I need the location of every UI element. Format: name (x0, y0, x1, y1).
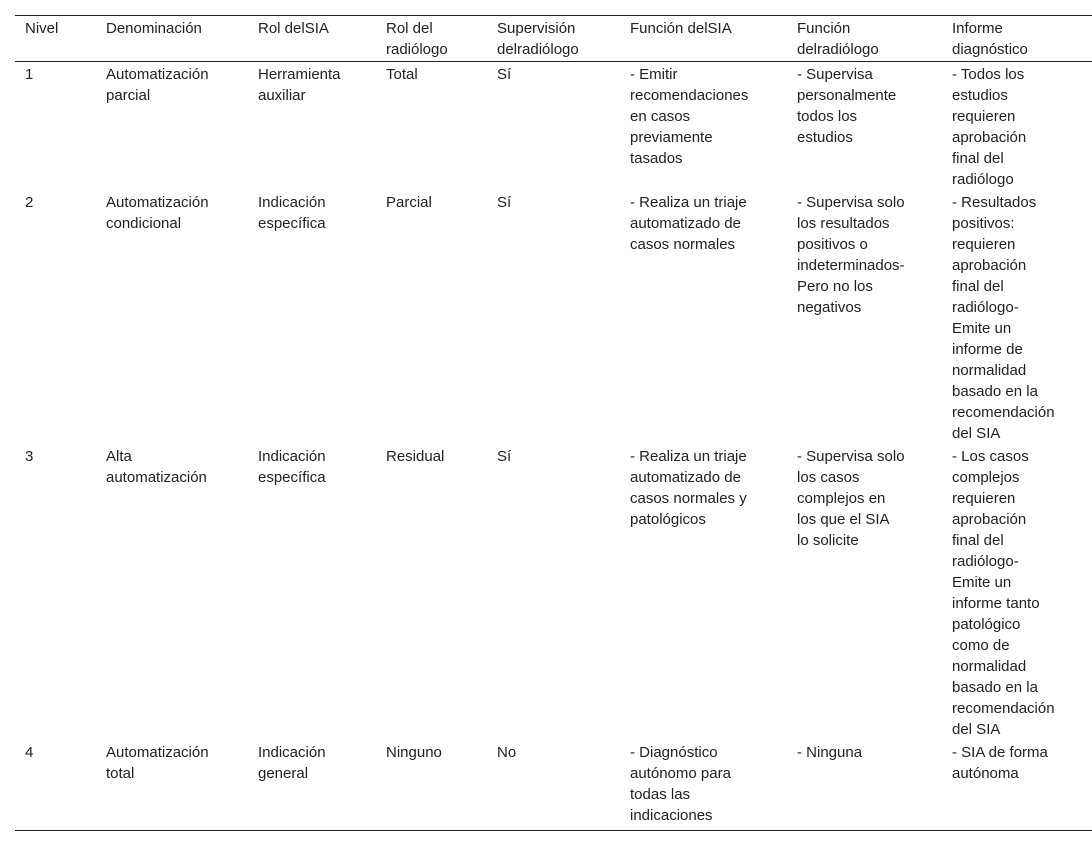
table-cell: Sí (497, 448, 512, 465)
column-header-funcion-radiologo: Función delradiólogo (797, 20, 879, 58)
table-cell: - SIA de forma autónoma (952, 744, 1048, 782)
column-header-rol-radiologo: Rol del radiólogo (386, 20, 448, 58)
table-cell: 4 (25, 744, 34, 761)
table-cell: - Resultados positivos: requieren aprobación final del radiólogo- Emite un informe de normalidad basado en la recomendación del SIA (952, 194, 1055, 442)
table-cell: Residual (386, 448, 445, 465)
table-row (15, 740, 1092, 831)
table-cell: Ninguno (386, 744, 442, 761)
table-cell: 1 (25, 66, 34, 83)
table-cell: Sí (497, 66, 512, 83)
table-cell: - Supervisa solo los casos complejos en los que el SIA lo solicite (797, 448, 905, 549)
table-cell: Indicación específica (258, 448, 326, 486)
table-cell: Total (386, 66, 418, 83)
column-header-nivel: Nivel (25, 20, 59, 37)
column-header-rol-sia: Rol delSIA (258, 20, 329, 37)
table-cell: Indicación específica (258, 194, 326, 232)
column-header-informe-diagnostico: Informe diagnóstico (952, 20, 1028, 58)
table-cell: Alta automatización (106, 448, 207, 486)
column-header-funcion-sia: Función delSIA (630, 20, 732, 37)
table-cell: - Supervisa solo los resultados positivos o indeterminados- Pero no los negativos (797, 194, 905, 316)
table-cell: Indicación general (258, 744, 326, 782)
table-cell: Automatización condicional (106, 194, 209, 232)
table-cell: 2 (25, 194, 34, 211)
automation-levels-table (15, 15, 1092, 831)
table-cell: Sí (497, 194, 512, 211)
header-row (15, 16, 1092, 62)
table-row (15, 444, 1092, 740)
table-cell: - Los casos complejos requieren aprobación final del radiólogo- Emite un informe tanto patológico como de normalidad basado en la recomendación del SIA (952, 448, 1055, 738)
table-cell: Herramienta auxiliar (258, 66, 341, 104)
table-cell: - Ninguna (797, 744, 863, 761)
table-cell: - Todos los estudios requieren aprobación final del radiólogo (952, 66, 1027, 188)
table-row (15, 190, 1092, 444)
table-cell: - Emitir recomendaciones en casos previamente tasados (630, 66, 749, 167)
table-cell: - Supervisa personalmente todos los estudios (797, 66, 897, 146)
table-cell: - Diagnóstico autónomo para todas las indicaciones (630, 744, 731, 824)
table-cell: Automatización total (106, 744, 209, 782)
table-row (15, 62, 1092, 191)
table-cell: No (497, 744, 517, 761)
table-cell: - Realiza un triaje automatizado de casos normales (630, 194, 747, 253)
column-header-denominacion: Denominación (106, 20, 202, 37)
table-cell: 3 (25, 448, 34, 465)
table-cell: - Realiza un triaje automatizado de casos normales y patológicos (630, 448, 747, 528)
table-cell: Automatización parcial (106, 66, 209, 104)
column-header-supervision-radiologo: Supervisión delradiólogo (497, 20, 579, 58)
table-cell: Parcial (386, 194, 432, 211)
